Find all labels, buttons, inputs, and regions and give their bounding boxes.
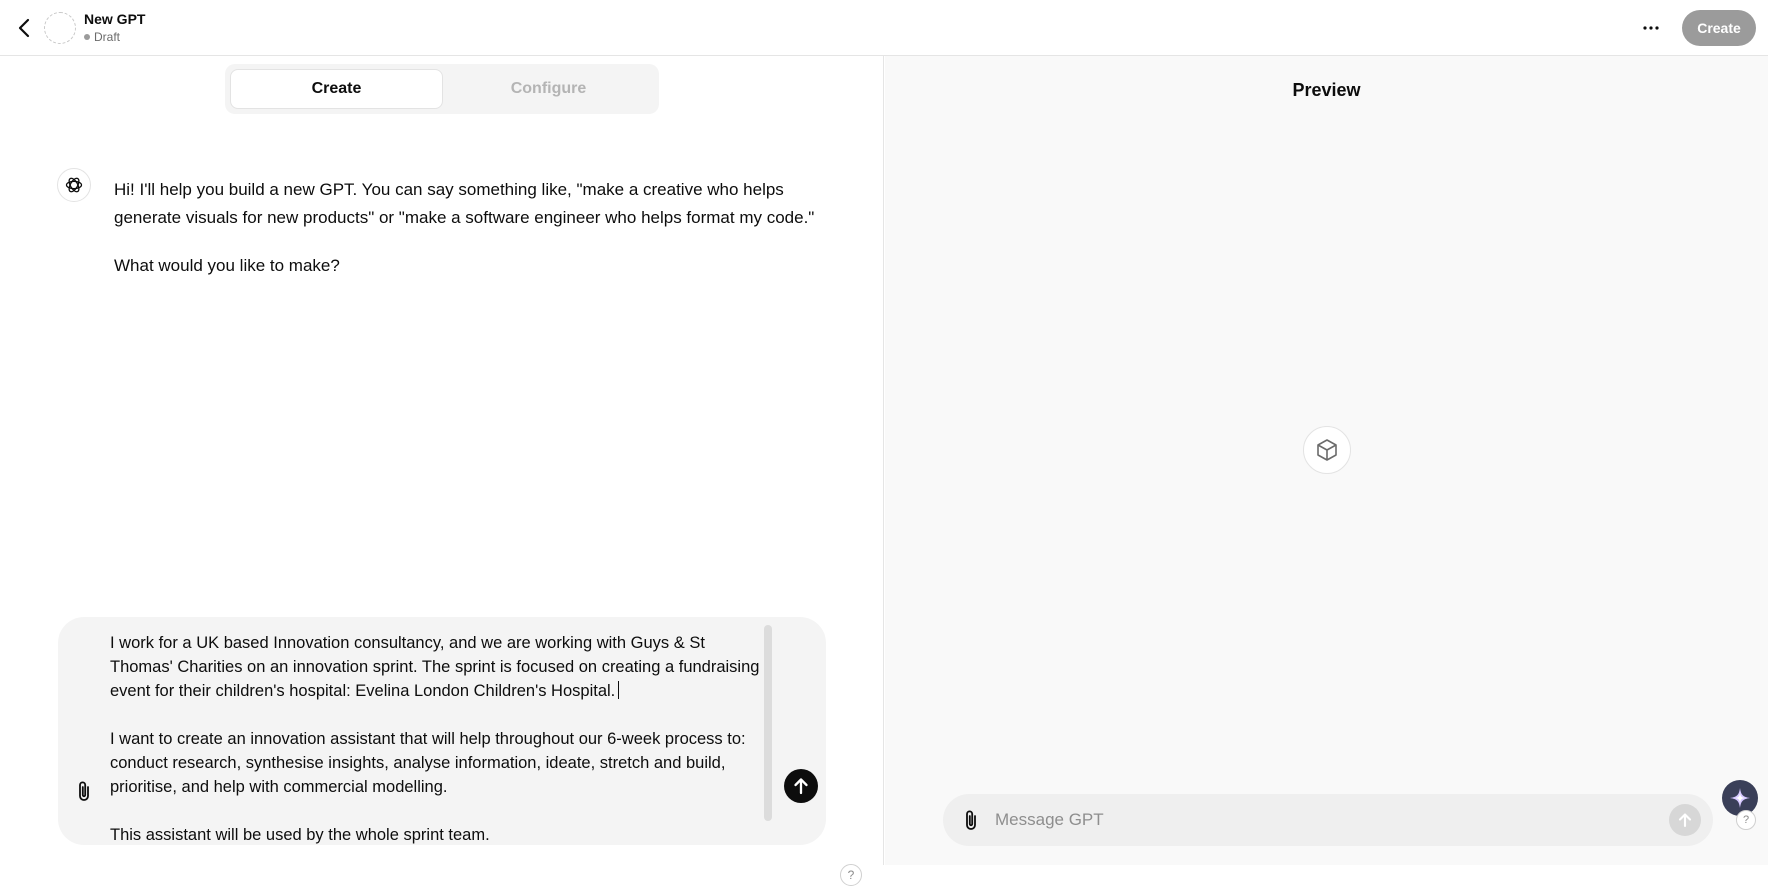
text-caret — [618, 681, 619, 699]
message-text-part-1: I work for a UK based Innovation consultancy, and we are working with Guys & St Thomas' Charities on an innovation sprint. The sprint is focused on creating a fundraising event for their children's hospital: Evelina London Children's Hospital. — [110, 634, 765, 700]
sparkle-icon — [1728, 786, 1752, 810]
more-icon — [1643, 26, 1659, 30]
gpt-title: New GPT — [84, 11, 146, 27]
preview-title: Preview — [1292, 80, 1361, 100]
top-bar — [0, 0, 1768, 56]
builder-composer — [58, 617, 826, 845]
builder-message-input[interactable] — [110, 631, 770, 845]
assistant-message-question: What would you like to make? — [114, 256, 340, 275]
builder-tabs — [225, 64, 659, 114]
preview-pane — [885, 56, 1768, 865]
preview-message-input[interactable] — [995, 794, 1635, 846]
preview-help-button[interactable]: ? — [1736, 810, 1756, 830]
tab-create[interactable]: Create — [230, 69, 443, 109]
draft-status-label: Draft — [94, 30, 121, 44]
openai-logo-icon — [64, 175, 84, 195]
draft-status — [84, 30, 120, 44]
message-text-part-2: I want to create an innovation assistant that will help throughout our 6-week process to: conduct research, synthesise insights, analyse information, ideate, stretch and build, prioritise, and help with commercial modelling. This assistant will be used by the whole sprint team. — [110, 730, 746, 844]
cube-icon — [1314, 437, 1340, 463]
arrow-up-icon — [793, 777, 809, 795]
back-button[interactable] — [12, 14, 36, 42]
paperclip-icon — [964, 809, 978, 831]
more-options-button[interactable] — [1636, 14, 1666, 42]
gpt-preview-avatar — [1303, 426, 1351, 474]
assistant-message-intro: Hi! I'll help you build a new GPT. You can say something like, "make a creative who helps generate visuals for new products" or "make a software engineer who helps format my code." — [114, 180, 815, 227]
back-arrow-icon — [18, 18, 30, 38]
create-gpt-button[interactable]: Create — [1682, 10, 1756, 46]
assistant-avatar — [57, 168, 91, 202]
assistant-message — [114, 176, 834, 300]
paperclip-icon — [77, 780, 91, 802]
preview-attach-button[interactable] — [957, 806, 985, 834]
preview-send-button[interactable] — [1669, 804, 1701, 836]
help-button[interactable]: ? — [840, 864, 862, 886]
preview-composer — [943, 794, 1713, 846]
attach-file-button[interactable] — [70, 777, 98, 805]
status-dot — [84, 34, 90, 40]
arrow-up-icon — [1678, 812, 1692, 828]
composer-scrollbar[interactable] — [764, 625, 772, 821]
gpt-avatar-placeholder[interactable] — [44, 12, 76, 44]
builder-pane — [0, 56, 884, 882]
tab-configure[interactable]: Configure — [510, 80, 587, 97]
send-button[interactable] — [784, 769, 818, 803]
